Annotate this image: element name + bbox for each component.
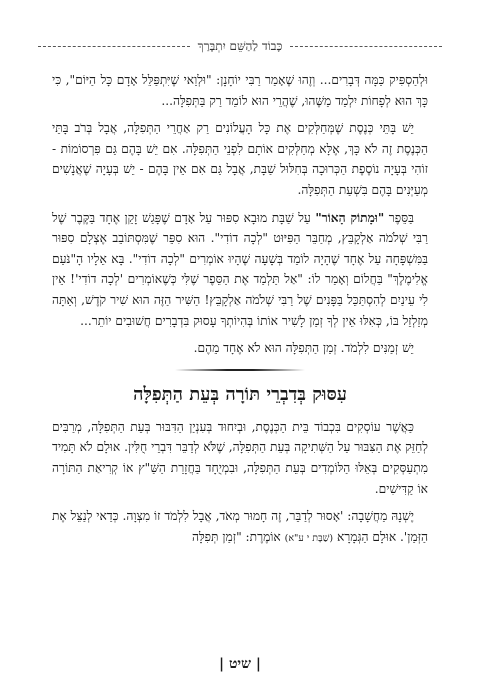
paragraph-newsletters: יֵשׁ בָּתֵּי כְּנֶסֶת שֶׁמְּחַלְּקִים אֶת כָּל הָעֲלוֹנִים רַק אַחֲרֵי הַתְּפִלָּה, אֲבָל בְּרֹב בָּתֵּי הַכְּנֶסֶת זֶה לֹא כָּךְ, אֶלָּא מְחַלְּקִים אוֹתָם לִפְנֵי הַתְּפִלָּה. אִם יֵשׁ בָּהֶם גַּם פִּרְסוֹמוֹת - זוֹהִי בְּעָיָה נוֹסֶפֶת הַכְּרוּכָה בְּחִלּוּל שַׁבָּת, אֲבָל גַּם אִם אֵין בָּהֶם - יֵשׁ בְּעָיָה שֶׁאֲנָשִׁים מְעַיְּנִים בָּהֶם בִּשְׁעַת הַתְּפִלָּה. bbox=[52, 121, 428, 197]
section-paragraph-1: כַּאֲשֶׁר עוֹסְקִים בִּכְבוֹד בֵּית הַכְּנֶסֶת, וּבְיִחוּד בְּעִנְיַן הַדִּבּוּר בְּעֵת הַתְּפִלָּה, מְרַבִּים לְחַזֵּק אֶת הַצִּבּוּר עַל הַשְּׁתִיקָה בְּעֵת הַתְּפִלָּה, שֶׁלֹּא לְדַבֵּר דִּבְרֵי חֻלִּין. אוּלָם לֹא תָּמִיד מִתְעַסְּקִים בְּאֵלּוּ הַלּוֹמְדִים בְּעֵת הַתְּפִלָּה, וּבִמְיֻחָד בַּחֲזָרַת הַשַּׁ"ץ אוֹ קְרִיאַת הַתּוֹרָה אוֹ קַדִּישִׁים. bbox=[52, 419, 428, 496]
header-rule-left bbox=[38, 46, 190, 47]
running-header bbox=[38, 38, 442, 54]
book-story-text: עַל שַׁבָּת מוּבָא סִפּוּר עַל אָדָם שֶׁפָּגַשׁ זָקֵן אֶחָד בַּקֶּבֶר שֶׁל רַבִּי שְׁלֹמֹה אַלְקָבֵּץ, מְחַבֵּר הַפִּיּוּט "לְכָה דוֹדִי". הוּא סִפֵּר שֶׁמִּסְתּוֹבֵב אֶצְלָם סִפּוּר בַּמִּשְׁפָּחָה עַל אֶחָד שֶׁהָיָה לוֹמֵד בְּשָׁעָה שֶׁהָיוּ אוֹמְרִים "לְכָה דוֹדִי". בָּא אֵלָיו הָ"נֹּעַם אֱלִימֶלֶךְ" בַּחֲלוֹם וְאָמַר לוֹ: "אַל תַּלְמַד אֶת הַסֵּפֶר שֶׁלִּי כְּשֶׁאוֹמְרִים 'לְכָה דוֹדִי'! אֵין לִי עֵינַיִם לְהִסְתַּכֵּל בַּפָּנִים שֶׁל רַבִּי שְׁלֹמֹה אַלְקָבֵּץ! הַשִּׁיר הַזֶּה הוּא שִׁיר קֹדֶשׁ, וְאַתָּה מְזַלְזֵל בּוֹ, כְּאִלּוּ אֵין לְךָ זְמַן לָשִׁיר אוֹתוֹ בְּהִיוֹתְךָ עָסוּק בִּדְבָרִים חֲשׁוּבִים יוֹתֵר... bbox=[52, 210, 428, 328]
section-paragraph-2 bbox=[52, 506, 428, 549]
paragraph-times: יֵשׁ זְמַנִּים לִלְמֹד. זְמַן הַתְּפִלָּה הוּא לֹא אֶחָד מֵהֶם. bbox=[193, 341, 414, 356]
section-paragraph-2-end: אוֹמֶרֶת: "זְמַן תְּפִלָּה bbox=[191, 529, 285, 544]
section-paragraph-2-start: יֶשְׁנָהּ מַחֲשָׁבָה: 'אָסוּר לְדַבֵּר, זֶה חָמוּר מְאֹד, אֲבָל לִלְמֹד זוֹ מִצְוָה. כְּדַאי לְנַצֵּל אֶת הַזְּמַן'. אוּלָם הַגְּמָרָא bbox=[52, 509, 428, 544]
page-number: | שיט | bbox=[219, 656, 261, 672]
body-text bbox=[52, 70, 428, 556]
source-reference: (שַׁבָּת י ע"א) bbox=[284, 532, 334, 544]
section-divider bbox=[175, 369, 305, 371]
paragraph-book-story bbox=[52, 208, 428, 332]
book-story-intro: בַּסֵּפֶר bbox=[384, 210, 414, 225]
paragraph-prayer-study: וּלְהַסְפִּיק כַּמָּה דְּבָרִים... וְזֶהוּ שֶׁאָמַר רַבִּי יוֹחָנָן: "וּלְוַאי שֶׁיִּתְפַּלֵּל אָדָם כָּל הַיּוֹם", כִּי כָּךְ הוּא לְפָחוֹת יִלְמַד מַשֶּׁהוּ, שֶׁהֲרֵי הוּא לוֹמֵד רַק בַּתְּפִלָּה... bbox=[52, 73, 428, 108]
section-title: עִסּוּק בְּדִבְרֵי תּוֹרָה בְּעֵת הַתְּפִלָּה bbox=[133, 383, 347, 405]
book-name: "וּמָתוֹק הָאוֹר" bbox=[315, 210, 385, 225]
header-rule-right bbox=[290, 46, 442, 47]
running-header-title: כָּבוֹד לַהַשֵּׁם יִתְבָּרַךְ bbox=[197, 38, 283, 53]
